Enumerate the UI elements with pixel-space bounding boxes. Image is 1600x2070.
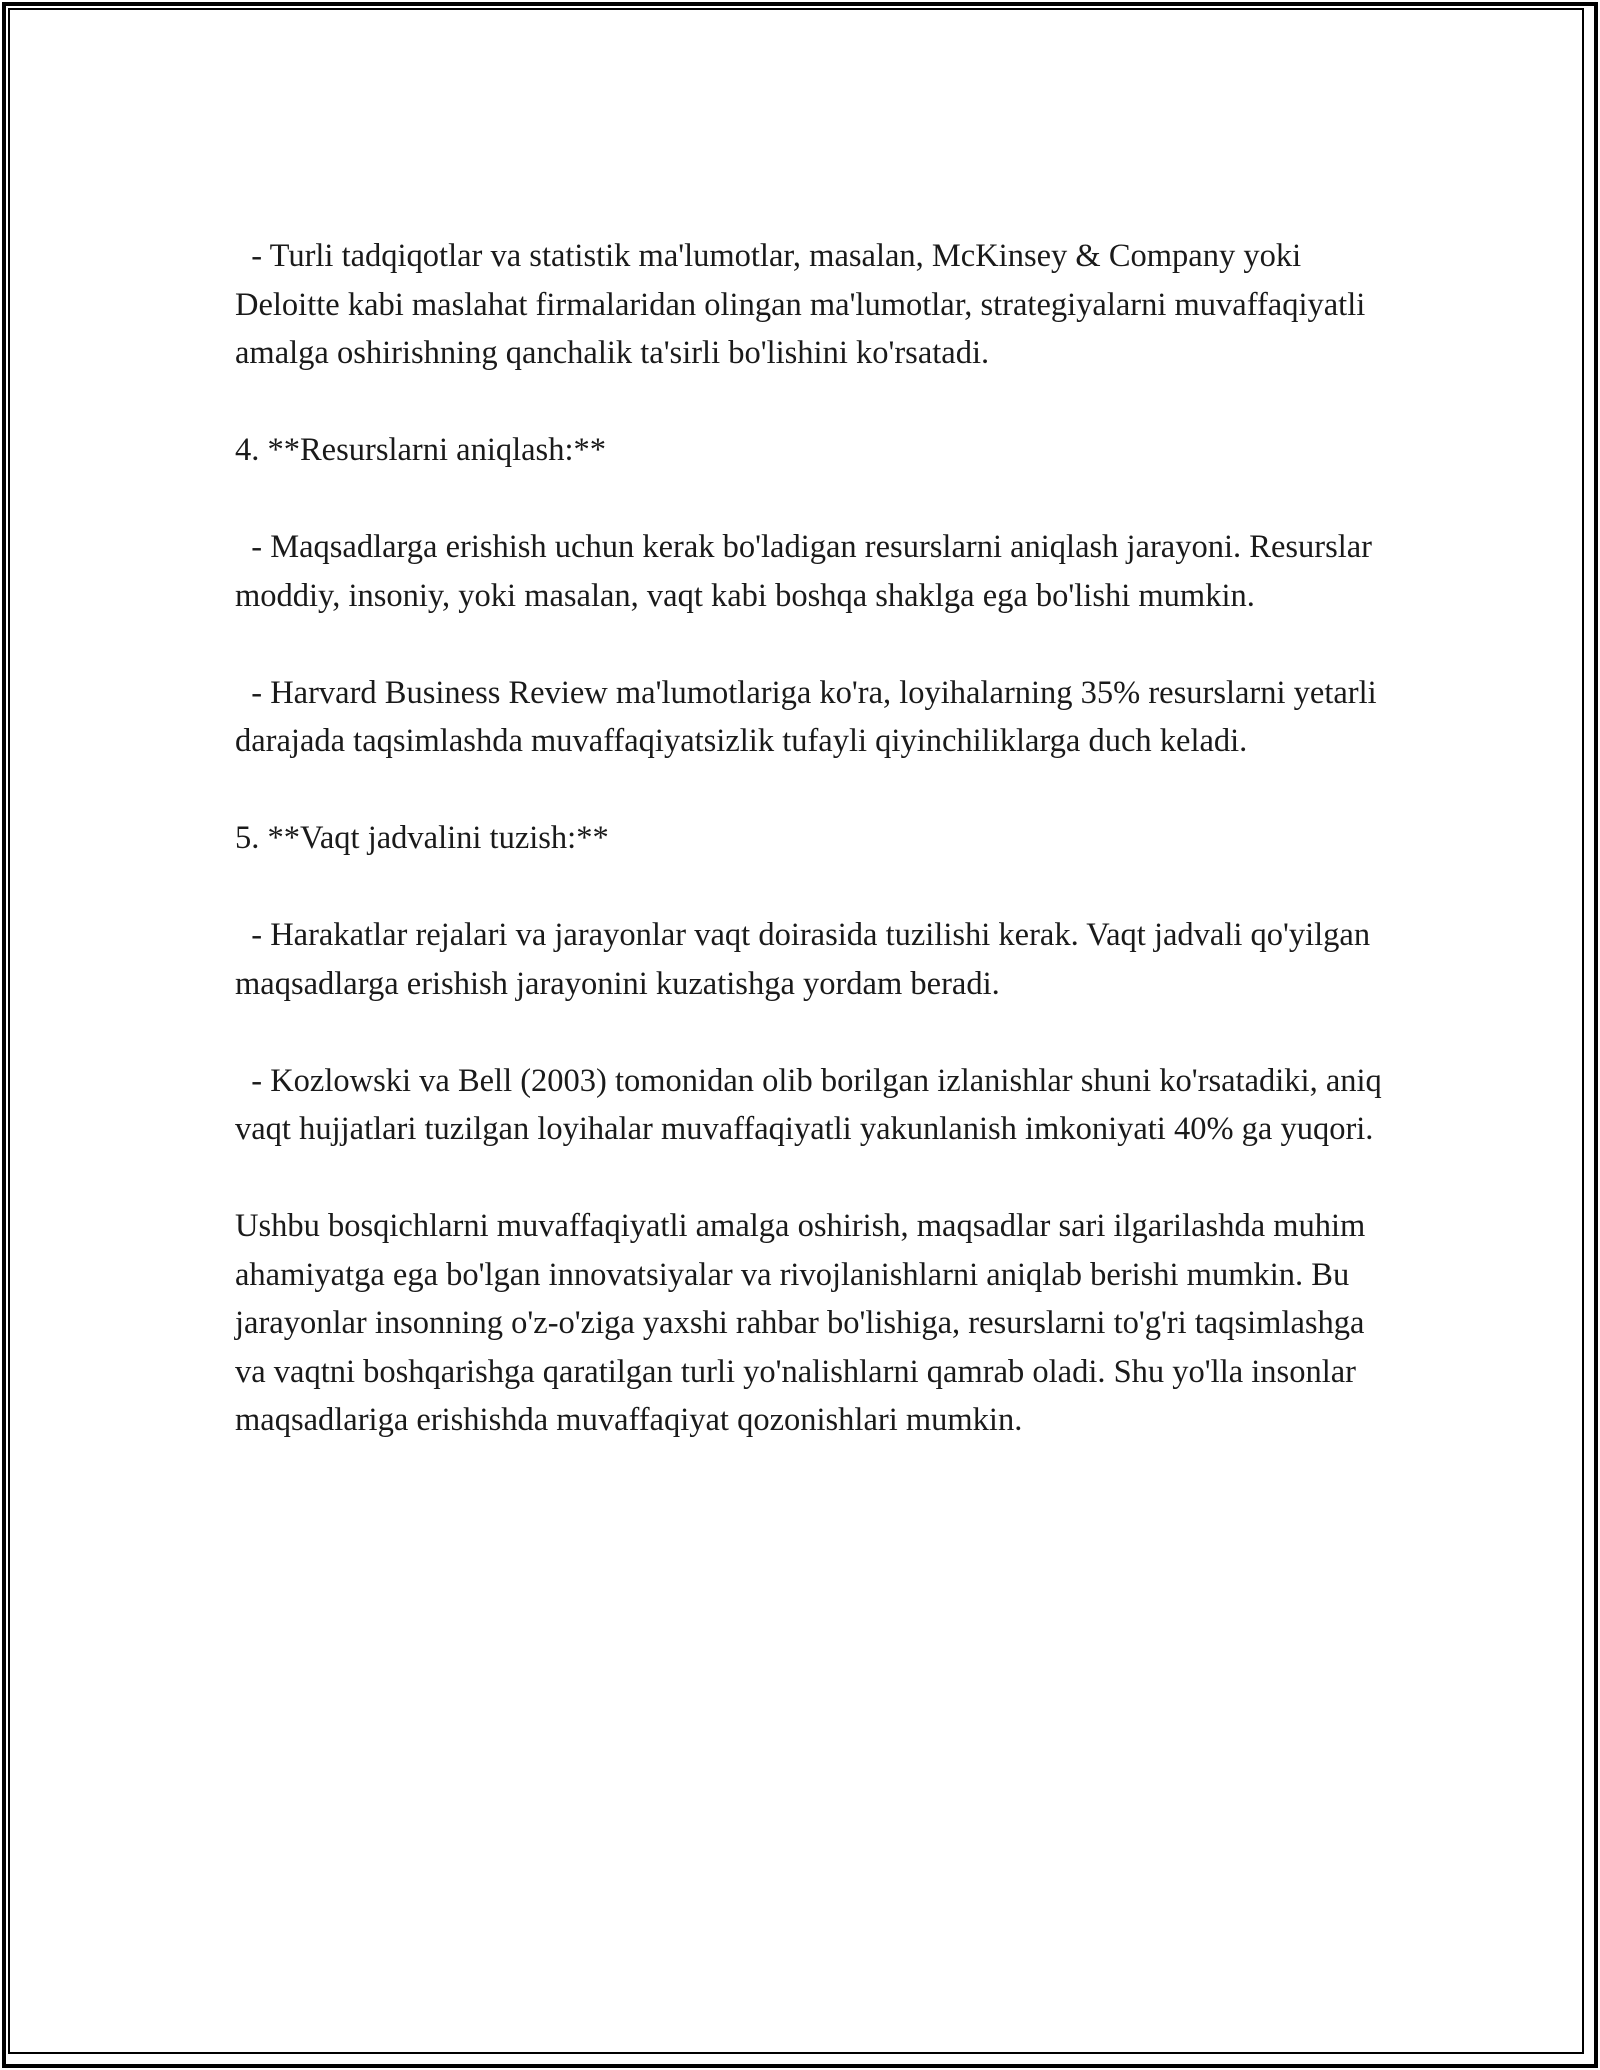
paragraph-resources-definition: - Maqsadlarga erishish uchun kerak bo'ladigan resurslarni aniqlash jarayoni. Resurslar moddiy, insoniy, yoki masalan, vaqt kabi boshqa shaklga ega bo'lishi mumkin. — [235, 529, 1381, 614]
paragraph-schedule-definition: - Harakatlar rejalari va jarayonlar vaqt doirasida tuzilishi kerak. Vaqt jadvali qo'yilgan maqsadlarga erishish jarayonini kuzatishga yordam beradi. — [235, 917, 1379, 1002]
paragraph-schedule-research: - Kozlowski va Bell (2003) tomonidan olib borilgan izlanishlar shuni ko'rsatadiki, aniq vaqt hujjatlari tuzilgan loyihalar muvaffaqiyatli yakunlanish imkoniyati 40% ga yuqori. — [235, 1062, 1390, 1147]
paragraph-research-note: - Turli tadqiqotlar va statistik ma'lumotlar, masalan, McKinsey & Company yoki Deloitte kabi maslahat firmalaridan olingan ma'lumotlar, strategiyalarni muvaffaqiyatli amalga oshirishning qanchalik ta'sirli bo'lishini ko'rsatadi. — [235, 238, 1374, 371]
paragraph-resources-hbr: - Harvard Business Review ma'lumotlariga ko'ra, loyihalarning 35% resurslarni yetarli darajada taqsimlashda muvaffaqiyatsizlik tufayli qiyinchiliklarga duch keladi. — [235, 674, 1385, 759]
heading-schedule: 5. **Vaqt jadvalini tuzish:** — [235, 820, 609, 856]
document-body — [235, 232, 1390, 1493]
heading-resources: 4. **Resurslarni aniqlash:** — [235, 432, 606, 468]
paragraph-conclusion: Ushbu bosqichlarni muvaffaqiyatli amalga oshirish, maqsadlar sari ilgarilashda muhim ahamiyatga ega bo'lgan innovatsiyalar va rivojlanishlarni aniqlab berishi mumkin. Bu jarayonlar insonning o'z-o'ziga yaxshi rahbar bo'lishiga, resurslarni to'g'ri taqsimlashga va vaqtni boshqarishga qaratilgan turli yo'nalishlarni qamrab oladi. Shu yo'lla insonlar maqsadlariga erishishda muvaffaqiyat qozonishlari mumkin. — [235, 1208, 1374, 1438]
